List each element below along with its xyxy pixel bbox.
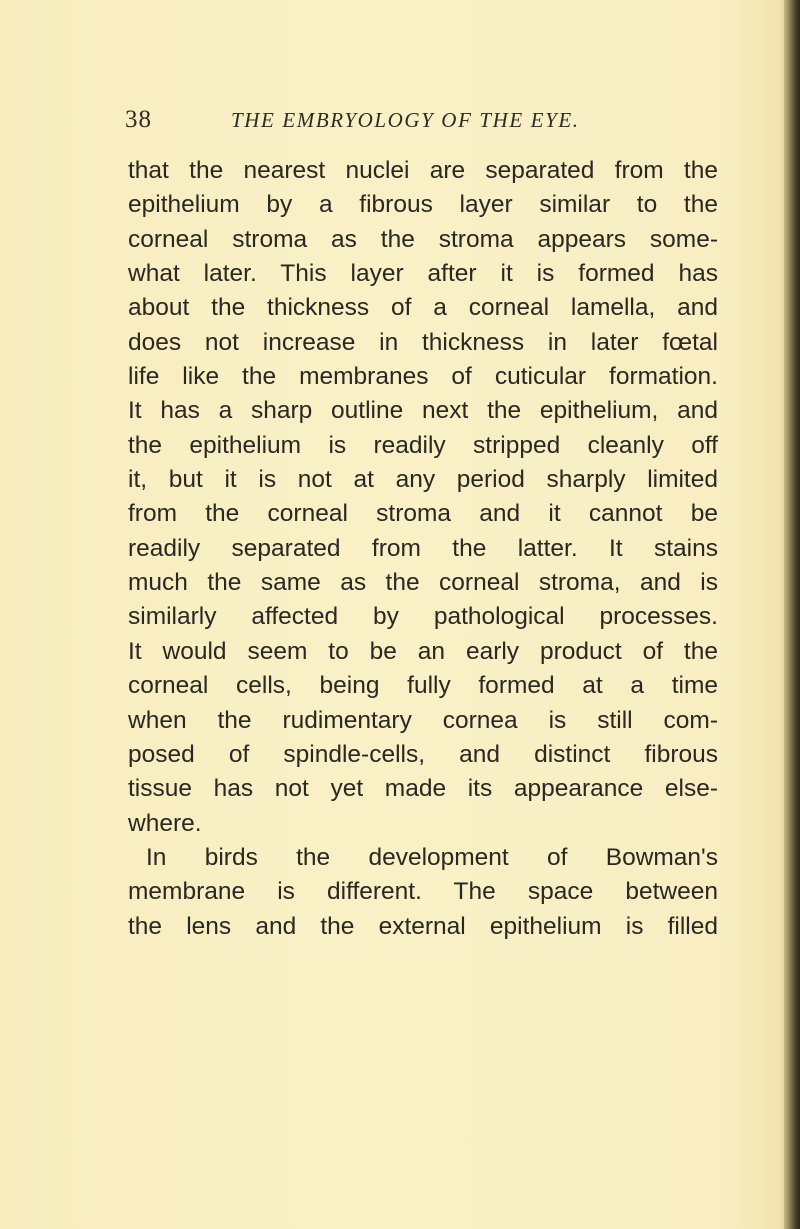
text-line: about the thickness of a corneal lamella, and <box>128 294 718 322</box>
text-line: corneal stroma as the stroma appears some- <box>128 225 718 253</box>
text-line: where. <box>128 809 202 837</box>
text-line: does not increase in thickness in later fœtal <box>128 328 718 356</box>
page-number: 38 <box>125 106 152 133</box>
text-line: similarly affected by pathological processes. <box>128 603 718 631</box>
running-head: THE EMBRYOLOGY OF THE EYE. <box>231 108 580 132</box>
text-line: that the nearest nuclei are separated from the <box>128 157 718 184</box>
text-line: It has a sharp outline next the epithelium, and <box>128 397 718 425</box>
page-edge <box>784 0 800 1229</box>
text-line: epithelium by a fibrous layer similar to the <box>128 191 718 219</box>
text-line: from the corneal stroma and it cannot be <box>128 500 718 528</box>
text-line: the epithelium is readily stripped cleanly off <box>128 431 718 459</box>
text-line: the lens and the external epithelium is filled <box>128 912 718 940</box>
text-line: It would seem to be an early product of the <box>128 637 718 665</box>
text-line: tissue has not yet made its appearance else- <box>128 775 718 803</box>
body-text <box>128 154 718 944</box>
text-line: In birds the development of Bowman's <box>146 843 718 871</box>
page-header <box>125 106 705 146</box>
text-line: much the same as the corneal stroma, and is <box>128 569 718 597</box>
text-line: readily separated from the latter. It stains <box>128 534 718 562</box>
text-line: what later. This layer after it is formed has <box>128 260 718 288</box>
text-line: corneal cells, being fully formed at a time <box>128 672 718 700</box>
text-line: posed of spindle-cells, and distinct fibrous <box>128 740 718 768</box>
text-line: it, but it is not at any period sharply limited <box>128 466 718 494</box>
text-line: life like the membranes of cuticular formation. <box>128 363 718 391</box>
text-line: membrane is different. The space between <box>128 878 718 906</box>
text-line: when the rudimentary cornea is still com- <box>128 706 718 734</box>
